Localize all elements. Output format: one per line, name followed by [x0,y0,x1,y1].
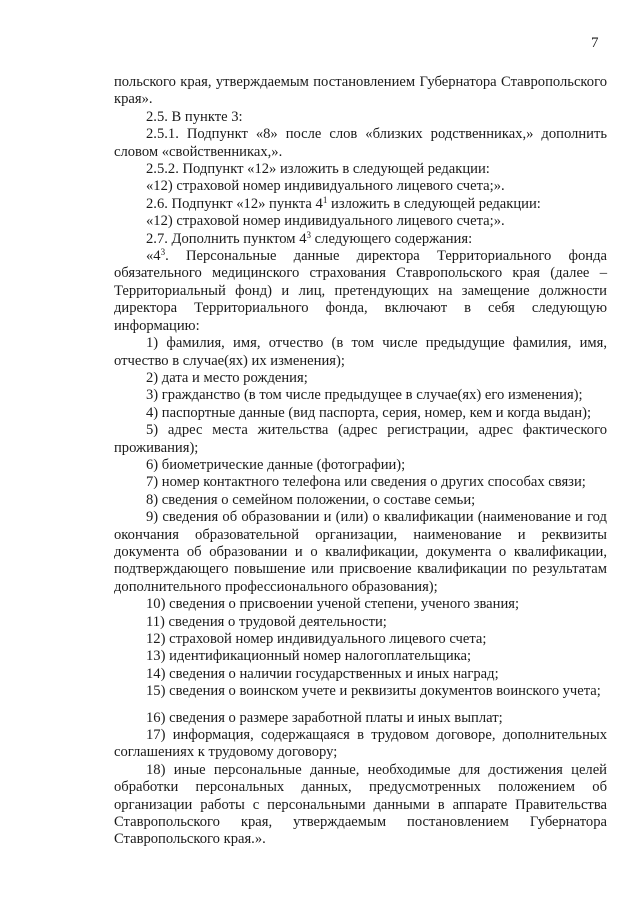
paragraph: 2) дата и место рождения; [146,369,308,386]
paragraph-text: 2.7. Дополнить пунктом 4 [146,230,307,247]
paragraph [114,231,607,248]
paragraph: 7) номер контактного телефона или сведения о других способах связи; [146,474,586,491]
paragraph: 15) сведения о воинском учете и реквизиты документов воинского учета; [146,683,601,700]
superscript: 3 [306,229,312,240]
paragraph-text: изложить в следующей редакции: [327,195,541,212]
paragraph: 9) сведения об образовании и (или) о квалификации (наименование и год окончания образовательной организации, наименование и реквизиты документа об образовании и о квалификации, документа о квалификации, подтверждающего повышение или присвоение квалификации по результатам дополнительного профессионального образования); [114,509,607,595]
paragraph: 14) сведения о наличии государственных и иных наград; [146,665,499,682]
paragraph: 13) идентификационный номер налогоплательщика; [146,648,472,665]
paragraph: 8) сведения о семейном положении, о составе семьи; [146,491,476,508]
paragraph [114,248,607,335]
paragraph-text: 2.6. Подпункт «12» пункта 4 [146,195,323,212]
paragraph: 4) паспортные данные (вид паспорта, серия, номер, кем и когда выдан); [146,404,592,421]
paragraph-text: следующего содержания: [311,230,473,247]
paragraph-text: . Персональные данные директора Территориального фонда обязательного медицинского страхования Ставропольского края (далее – Территориальный фонд) и лиц, претендующих на замещение должности директора Территориального фонда, включают в себя следующую информацию: [114,248,607,334]
paragraph: 18) иные персональные данные, необходимые для достижения целей обработки персональных данных, предусмотренных положением об организации работы с персональными данными в аппарате Правительства Ставропольского края, утверждаемым постановлением Губернатора Ставропольского края.». [114,761,607,848]
paragraph: 16) сведения о размере заработной платы и иных выплат; [146,709,503,726]
document-body [114,74,607,849]
paragraph: 6) биометрические данные (фотографии); [146,456,406,473]
superscript: 1 [322,194,328,205]
paragraph-text: «4 [146,248,161,265]
paragraph: 2.5.1. Подпункт «8» после слов «близких родственниках,» дополнить словом «свойственниках,». [114,126,607,160]
paragraph: 1) фамилия, имя, отчество (в том числе предыдущие фамилия, имя, отчество в случае(ях) их изменения); [114,335,607,369]
paragraph: 10) сведения о присвоении ученой степени, ученого звания; [146,596,520,613]
paragraph: 5) адрес места жительства (адрес регистрации, адрес фактического проживания); [114,422,607,456]
paragraph: 17) информация, содержащаяся в трудовом договоре, дополнительных соглашениях к трудовому договору; [114,727,607,761]
paragraph: 2.5. В пункте 3: [146,108,243,125]
paragraph: 3) гражданство (в том числе предыдущее в случае(ях) его изменения); [146,387,583,404]
superscript: 3 [160,247,166,258]
page-number: 7 [591,35,599,51]
paragraph: 2.5.2. Подпункт «12» изложить в следующей редакции: [146,161,490,178]
paragraph: 11) сведения о трудовой деятельности; [146,613,387,630]
paragraph [114,196,607,213]
paragraph: «12) страховой номер индивидуального лицевого счета;». [146,178,505,195]
paragraph: польского края, утверждаемым постановлением Губернатора Ставропольского края». [114,74,607,108]
paragraph: «12) страховой номер индивидуального лицевого счета;». [146,213,505,230]
paragraph: 12) страховой номер индивидуального лицевого счета; [146,631,487,647]
